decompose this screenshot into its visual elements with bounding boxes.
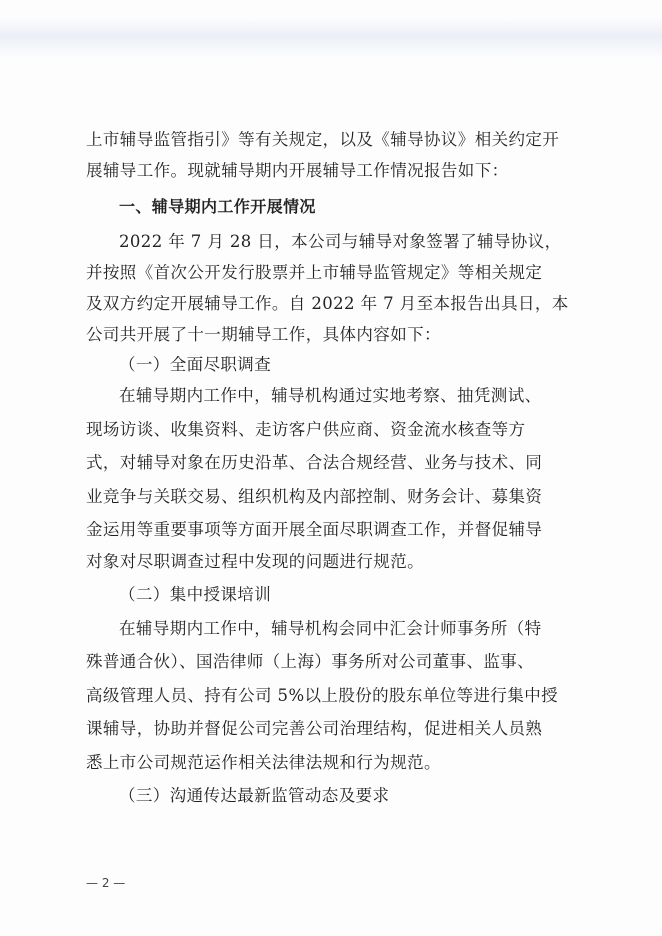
paragraph-line: 并按照《首次公开发行股票并上市辅导监管规定》等相关规定 [86, 263, 543, 282]
paragraph-line: 业竞争与关联交易、组织机构及内部控制、财务会计、募集资 [86, 487, 543, 506]
paragraph-line: 在辅导期内工作中，辅导机构通过实地考察、抽凭测试、 [119, 386, 542, 405]
paragraph-line: 式，对辅导对象在历史沿革、合法合规经营、业务与技术、同 [86, 453, 543, 472]
paragraph-line: 在辅导期内工作中，辅导机构会同中汇会计师事务所（特 [119, 619, 542, 638]
subsection-heading: （一）全面尽职调查 [119, 355, 272, 374]
subsection-heading: （二）集中授课培训 [119, 585, 272, 604]
subsection-heading: （三）沟通传达最新监管动态及要求 [119, 786, 390, 805]
paragraph-line: 上市辅导监管指引》等有关规定，以及《辅导协议》相关约定开 [86, 130, 560, 149]
paragraph-line: 公司共开展了十一期辅导工作，具体内容如下： [86, 325, 441, 344]
section-heading: 一、辅导期内工作开展情况 [119, 197, 316, 216]
paragraph-line: 2022 年 7 月 28 日，本公司与辅导对象签署了辅导协议， [119, 232, 562, 251]
paragraph-line: 现场访谈、收集资料、走访客户供应商、资金流水核查等方 [86, 420, 526, 439]
paragraph-line: 课辅导，协助并督促公司完善公司治理结构，促进相关人员熟 [86, 719, 543, 738]
paragraph-line: 对象对尽职调查过程中发现的问题进行规范。 [86, 552, 424, 571]
paragraph-line: 悉上市公司规范运作相关法律法规和行为规范。 [86, 753, 441, 772]
paragraph-line: 展辅导工作。现就辅导期内开展辅导工作情况报告如下： [86, 161, 509, 180]
paragraph-line: 金运用等重要事项等方面开展全面尽职调查工作，并督促辅导 [86, 520, 543, 539]
paragraph-line: 高级管理人员、持有公司 5%以上股份的股东单位等进行集中授 [86, 686, 559, 705]
page-number: — 2 — [86, 876, 126, 890]
paragraph-line: 及双方约定开展辅导工作。自 2022 年 7 月至本报告出具日，本 [86, 294, 569, 313]
scan-shading [0, 18, 662, 58]
paragraph-line: 殊普通合伙）、国浩律师（上海）事务所对公司董事、监事、 [86, 652, 535, 671]
